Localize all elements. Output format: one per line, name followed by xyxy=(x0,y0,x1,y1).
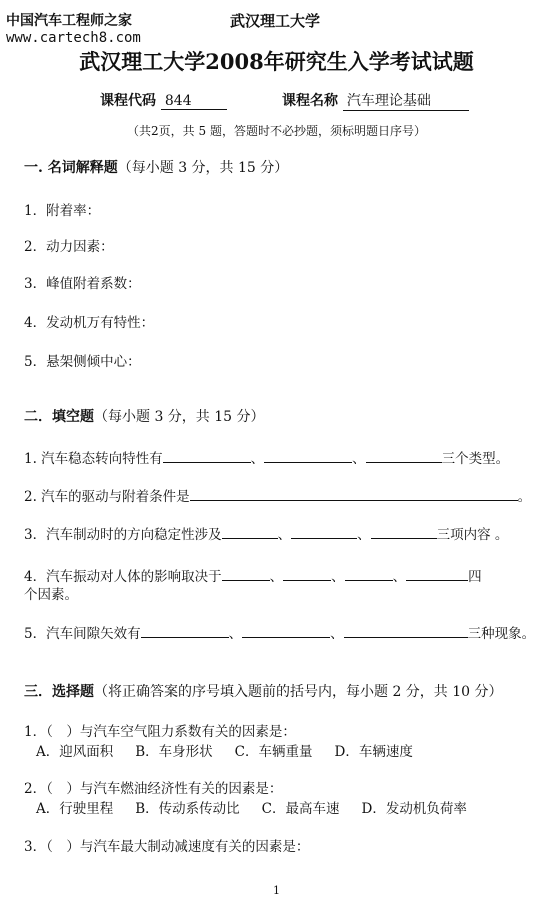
option-b: B．车身形状 xyxy=(135,744,213,760)
answer-blank[interactable] xyxy=(366,449,442,463)
watermark-site-name: 中国汽车工程师之家 xyxy=(6,13,132,29)
section-1-title: 一. 名词解释题 xyxy=(24,160,118,176)
answer-blank[interactable] xyxy=(242,624,330,638)
course-name-label: 课程名称 xyxy=(282,93,338,109)
section-2-heading xyxy=(24,406,265,426)
course-name-value: 汽车理论基础 xyxy=(343,90,469,111)
s2-question-2 xyxy=(24,485,531,505)
answer-blank[interactable] xyxy=(163,449,251,463)
s3-question-3: 3．（ ）与汽车最大制动减速度有关的因素是： xyxy=(24,839,310,855)
course-code-label: 课程代码 xyxy=(100,93,156,109)
course-code-value: 844 xyxy=(161,93,227,110)
answer-blank[interactable] xyxy=(141,624,229,638)
s2-q4-text: 4．汽车振动对人体的影响取决于 xyxy=(24,569,222,585)
answer-blank[interactable] xyxy=(371,525,437,539)
separator: 、 xyxy=(357,527,371,543)
separator: 、 xyxy=(330,626,344,642)
separator: 、 xyxy=(250,451,265,467)
option-a: A．迎风面积 xyxy=(36,744,114,760)
s1-question-2: 2．动力因素： xyxy=(24,239,114,255)
s2-q1-end: 三个类型。 xyxy=(441,451,510,467)
watermark-url: www.cartech8.com xyxy=(6,30,141,46)
s2-q5-text: 5．汽车间隙矢效有 xyxy=(24,626,141,642)
s2-q2-end: 。 xyxy=(517,489,532,505)
course-code xyxy=(100,90,227,110)
s2-q3-end: 三项内容 。 xyxy=(436,527,509,543)
separator: 、 xyxy=(269,569,284,585)
course-name xyxy=(282,90,469,111)
answer-blank[interactable] xyxy=(264,449,352,463)
option-b: B．传动系传动比 xyxy=(135,801,240,817)
s3-q1-options xyxy=(36,740,435,760)
option-c: C．车辆重量 xyxy=(234,744,313,760)
option-d: D．车辆速度 xyxy=(334,744,413,760)
answer-blank[interactable] xyxy=(291,525,357,539)
s1-question-3: 3．峰值附着系数： xyxy=(24,276,141,292)
separator: 、 xyxy=(228,626,243,642)
option-d: D．发动机负荷率 xyxy=(361,801,467,817)
s1-question-1: 1．附着率： xyxy=(24,203,101,219)
exam-note: （共2页，共 5 题，答题时不必抄题，须标明题日序号） xyxy=(127,124,426,138)
answer-blank[interactable] xyxy=(222,525,278,539)
s2-question-4 xyxy=(24,565,482,585)
answer-blank[interactable] xyxy=(190,487,518,501)
s2-question-5 xyxy=(24,622,535,642)
s2-q4-end: 四 xyxy=(468,569,482,585)
separator: 、 xyxy=(352,451,366,467)
section-2-scoring: （每小题 3 分，共 15 分） xyxy=(94,409,265,425)
exam-title: 武汉理工大学2008年研究生入学考试试题 xyxy=(79,49,474,74)
s2-q2-text: 2. 汽车的驱动与附着条件是 xyxy=(24,489,190,505)
s2-q5-end: 三种现象。 xyxy=(467,626,536,642)
s3-q2-options xyxy=(36,797,489,817)
s2-question-4-line2: 个因素。 xyxy=(24,587,78,603)
separator: 、 xyxy=(392,569,407,585)
section-1-heading xyxy=(24,157,288,177)
separator: 、 xyxy=(331,569,345,585)
s3-question-1: 1．（ ）与汽车空气阻力系数有关的因素是： xyxy=(24,724,296,740)
section-3-title: 三．选择题 xyxy=(24,684,94,700)
answer-blank[interactable] xyxy=(222,567,270,581)
s2-question-1 xyxy=(24,447,509,467)
page-number: 1 xyxy=(273,884,280,897)
s1-question-4: 4．发动机万有特性： xyxy=(24,315,155,331)
s1-question-5: 5．悬架侧倾中心： xyxy=(24,354,141,370)
s3-question-2: 2．（ ）与汽车燃油经济性有关的因素是： xyxy=(24,781,283,797)
section-1-scoring: （每小题 3 分，共 15 分） xyxy=(117,160,289,176)
section-2-title: 二．填空题 xyxy=(24,409,94,425)
s2-question-3 xyxy=(24,523,508,543)
option-c: C．最高车速 xyxy=(261,801,340,817)
s2-q3-text: 3．汽车制动时的方向稳定性涉及 xyxy=(24,527,222,543)
university-header: 武汉理工大学 xyxy=(230,12,321,30)
separator: 、 xyxy=(277,527,292,543)
answer-blank[interactable] xyxy=(283,567,331,581)
s2-q1-text: 1. 汽车稳态转向特性有 xyxy=(24,451,163,467)
section-3-scoring: （将正确答案的序号填入题前的括号内，每小题 2 分，共 10 分） xyxy=(94,684,503,700)
answer-blank[interactable] xyxy=(406,567,468,581)
answer-blank[interactable] xyxy=(344,624,468,638)
section-3-heading xyxy=(24,681,503,701)
option-a: A．行驶里程 xyxy=(36,801,114,817)
answer-blank[interactable] xyxy=(345,567,393,581)
